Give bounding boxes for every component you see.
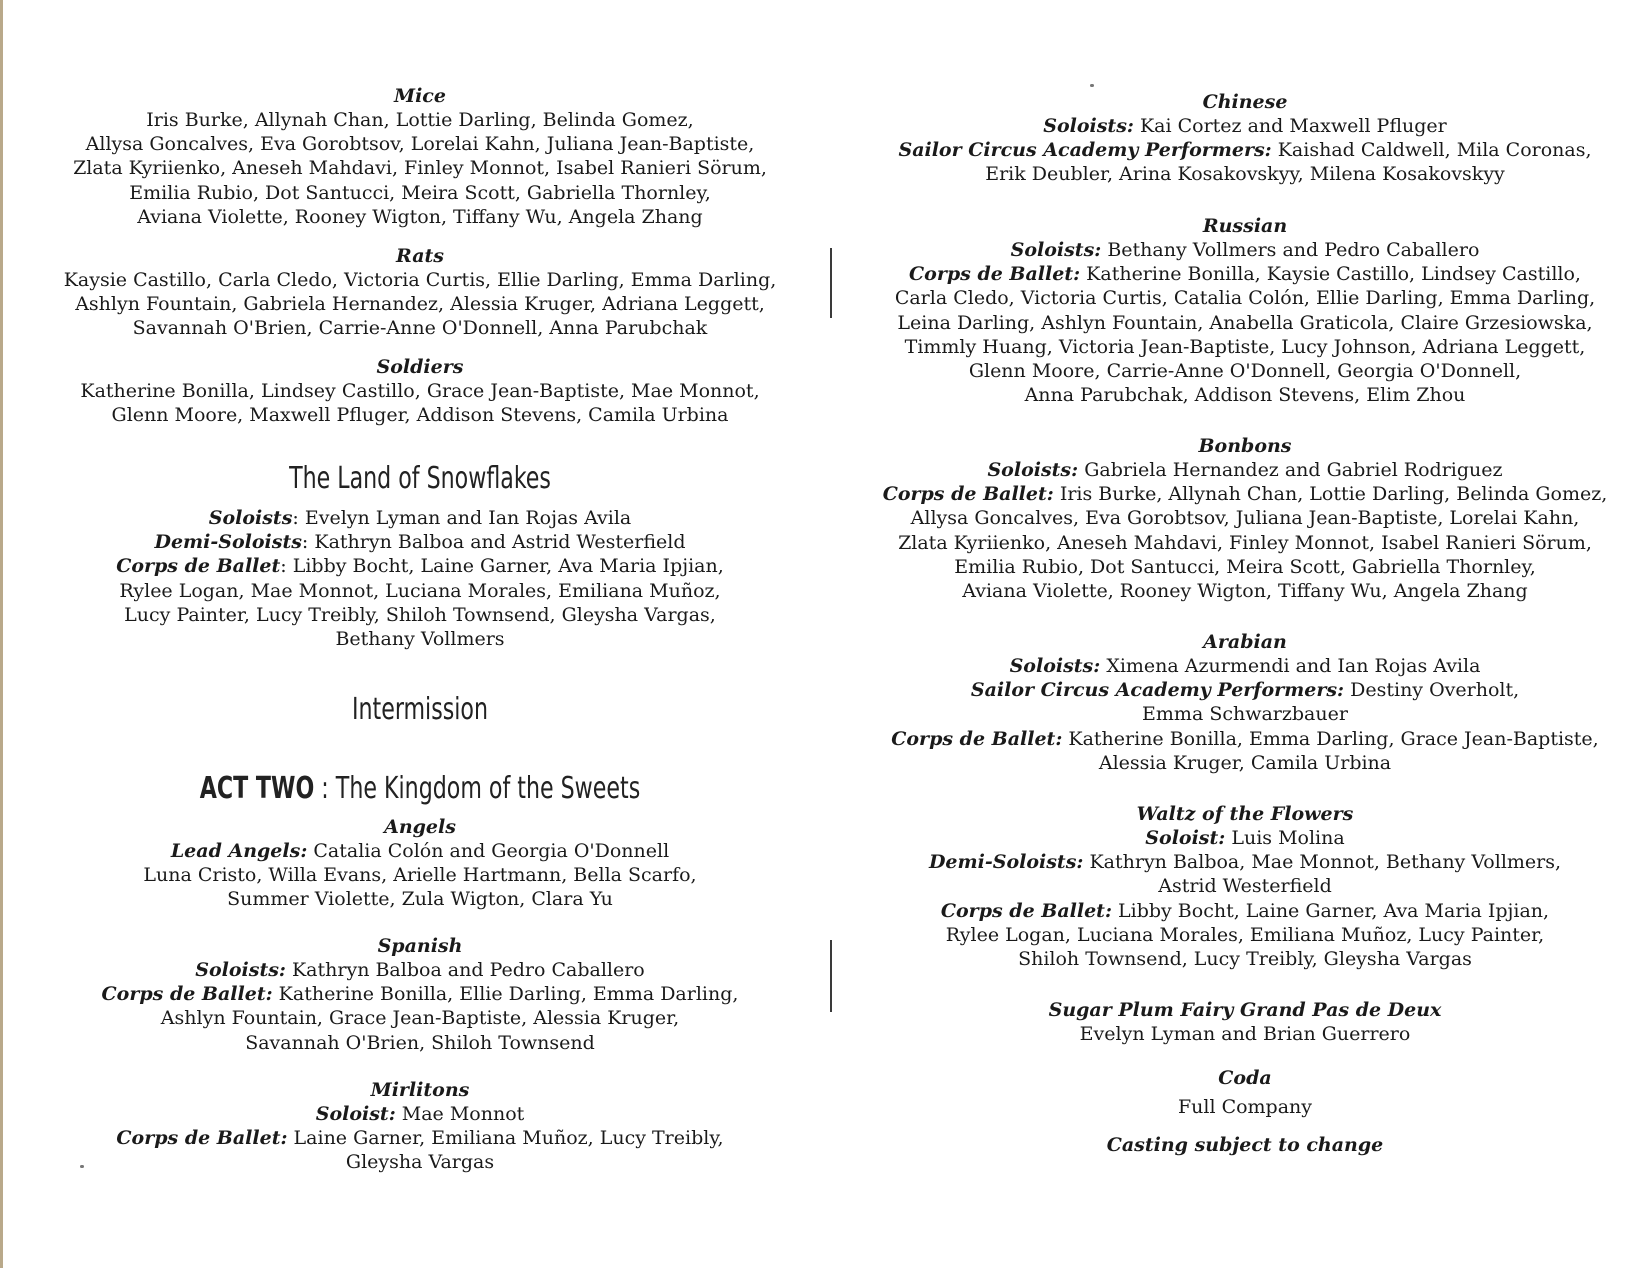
section-angels xyxy=(60,815,780,912)
role-label: Lead Angels: xyxy=(170,840,308,862)
section-heading: Rats xyxy=(395,245,444,267)
section-mirlitons xyxy=(60,1078,780,1175)
role-label: Soloists: xyxy=(195,959,286,981)
section-heading: Mice xyxy=(394,85,446,107)
cast-line: Allysa Goncalves, Eva Gorobtsov, Lorelai Kahn, Juliana Jean-Baptiste, xyxy=(85,133,755,156)
cast-line xyxy=(60,839,780,863)
cast-names: Kathryn Balboa and Pedro Caballero xyxy=(291,959,645,981)
cast-names: Katherine Bonilla, Emma Darling, Grace Jean-Baptiste, xyxy=(1068,727,1599,750)
cast-line: Timmly Huang, Victoria Jean-Baptiste, Lucy Johnson, Adriana Leggett, xyxy=(904,335,1586,358)
section-heading: Angels xyxy=(384,816,456,838)
role-label: Demi-Soloists xyxy=(154,531,302,554)
cast-line: Lucy Painter, Lucy Treibly, Shiloh Townsend, Gleysha Vargas, xyxy=(124,603,716,626)
section-heading: Spanish xyxy=(377,935,463,957)
cast-line: Savannah O'Brien, Carrie-Anne O'Donnell, Anna Parubchak xyxy=(132,317,708,340)
cast-line: Bethany Vollmers xyxy=(335,628,505,651)
cast-line: Emma Schwarzbauer xyxy=(1142,703,1348,726)
cast-line xyxy=(880,654,1610,678)
cast-line xyxy=(60,958,780,982)
role-label: Soloists: xyxy=(1043,115,1134,137)
cast-line: Gleysha Vargas xyxy=(345,1151,495,1174)
cast-line xyxy=(880,850,1610,874)
cast-names: Catalia Colón and Georgia O'Donnell xyxy=(313,840,670,862)
cast-line: Kaysie Castillo, Carla Cledo, Victoria Curtis, Ellie Darling, Emma Darling, xyxy=(63,269,777,291)
section-heading: Mirlitons xyxy=(370,1079,470,1101)
act-two-header xyxy=(60,772,780,806)
role-label: Soloists xyxy=(208,507,293,529)
role-label: Corps de Ballet: xyxy=(101,983,273,1006)
cast-line: Leina Darling, Ashlyn Fountain, Anabella Graticola, Claire Grzesiowska, xyxy=(897,311,1593,334)
section-heading: Coda xyxy=(1218,1067,1272,1089)
act-label: ACT TWO xyxy=(199,771,315,806)
cast-names: Katherine Bonilla, Ellie Darling, Emma Darling, xyxy=(278,983,739,1006)
section-waltz xyxy=(880,802,1610,971)
cast-line: Evelyn Lyman and Brian Guerrero xyxy=(1079,1023,1411,1045)
section-heading: Russian xyxy=(1202,215,1288,237)
cast-names: Gabriela Hernandez and Gabriel Rodriguez xyxy=(1084,459,1503,481)
cast-line: Rylee Logan, Mae Monnot, Luciana Morales, Emiliana Muñoz, xyxy=(119,579,721,602)
cast-line: Astrid Westerfield xyxy=(1158,875,1332,898)
cast-line: Rylee Logan, Luciana Morales, Emiliana Muñoz, Lucy Painter, xyxy=(945,923,1545,946)
cast-line xyxy=(880,138,1610,162)
scene-title: The Land of Snowflakes xyxy=(289,461,551,496)
cast-line xyxy=(880,678,1610,702)
section-arabian xyxy=(880,630,1610,775)
role-label: Soloists: xyxy=(987,459,1079,481)
center-fold-mark xyxy=(830,248,832,318)
cast-line: Soloists: Evelyn Lyman and Ian Rojas Avila xyxy=(208,507,632,529)
cast-line: Savannah O'Brien, Shiloh Townsend xyxy=(245,1031,595,1054)
role-label: Soloist: xyxy=(1145,827,1226,849)
role-label: Corps de Ballet: xyxy=(909,263,1081,286)
cast-line xyxy=(880,262,1610,286)
role-label: Corps de Ballet xyxy=(116,555,281,578)
cast-names: Iris Burke, Allynah Chan, Lottie Darling, Belinda Gomez, xyxy=(1059,483,1608,506)
cast-line: Emilia Rubio, Dot Santucci, Meira Scott, Gabriella Thornley, xyxy=(954,555,1536,578)
cast-line xyxy=(880,826,1610,850)
cast-line: Full Company xyxy=(1177,1096,1313,1118)
role-label: Soloists: xyxy=(1009,655,1101,677)
cast-names: Kathryn Balboa and Astrid Westerfield xyxy=(314,531,686,554)
cast-names: Kathryn Balboa, Mae Monnot, Bethany Vollmers, xyxy=(1089,851,1562,874)
cast-line: Glenn Moore, Carrie-Anne O'Donnell, Georgia O'Donnell, xyxy=(968,360,1522,383)
section-bonbons xyxy=(880,434,1610,603)
cast-names: Destiny Overholt, xyxy=(1350,679,1520,702)
cast-line: Zlata Kyriienko, Aneseh Mahdavi, Finley Monnot, Isabel Ranieri Sörum, xyxy=(73,157,767,180)
cast-line: Ashlyn Fountain, Gabriela Hernandez, Alessia Kruger, Adriana Leggett, xyxy=(75,293,765,316)
role-label: Demi-Soloists: xyxy=(928,851,1084,874)
cast-line: Anna Parubchak, Addison Stevens, Elim Zhou xyxy=(1024,384,1466,407)
cast-line xyxy=(880,727,1610,751)
section-russian xyxy=(880,214,1610,407)
section-sugar-plum xyxy=(880,998,1610,1046)
cast-line: Demi-Soloists: Kathryn Balboa and Astrid Westerfield xyxy=(154,531,686,554)
role-label: Sailor Circus Academy Performers: xyxy=(970,679,1345,702)
cast-line: Luna Cristo, Willa Evans, Arielle Hartmann, Bella Scarfo, xyxy=(143,864,697,887)
cast-names: Mae Monnot xyxy=(401,1103,525,1125)
cast-line: Alessia Kruger, Camila Urbina xyxy=(1098,751,1392,774)
section-heading: Chinese xyxy=(1202,91,1288,113)
cast-names: Kai Cortez and Maxwell Pfluger xyxy=(1139,115,1447,137)
section-coda xyxy=(880,1066,1610,1119)
role-label: Sailor Circus Academy Performers: xyxy=(898,139,1272,162)
cast-names: Katherine Bonilla, Kaysie Castillo, Lindsey Castillo, xyxy=(1086,263,1581,286)
cast-line xyxy=(880,238,1610,262)
cast-line: Allysa Goncalves, Eva Gorobtsov, Juliana Jean-Baptiste, Lorelai Kahn, xyxy=(910,507,1580,530)
role-label: Corps de Ballet: xyxy=(116,1127,288,1150)
footnote: Casting subject to change xyxy=(1106,1134,1384,1156)
intermission xyxy=(60,693,780,727)
cast-names: Libby Bocht, Laine Garner, Ava Maria Ipjian, xyxy=(292,555,724,578)
cast-line xyxy=(60,1102,780,1126)
role-label: Corps de Ballet: xyxy=(940,899,1112,922)
cast-line: Zlata Kyriienko, Aneseh Mahdavi, Finley Monnot, Isabel Ranieri Sörum, xyxy=(898,531,1592,554)
cast-line: Aviana Violette, Rooney Wigton, Tiffany Wu, Angela Zhang xyxy=(137,205,703,228)
section-rats xyxy=(60,244,780,341)
cast-line: Iris Burke, Allynah Chan, Lottie Darling, Belinda Gomez, xyxy=(146,109,694,131)
section-mice xyxy=(60,84,780,229)
cast-line: Ashlyn Fountain, Grace Jean-Baptiste, Alessia Kruger, xyxy=(160,1007,680,1030)
cast-line xyxy=(60,982,780,1006)
cast-line xyxy=(60,1126,780,1150)
cast-line xyxy=(880,458,1610,482)
section-heading: Bonbons xyxy=(1198,435,1292,457)
center-fold-mark xyxy=(830,940,832,1012)
section-soldiers xyxy=(60,355,780,427)
cast-names: Ximena Azurmendi and Ian Rojas Avila xyxy=(1106,655,1481,677)
page-edge xyxy=(0,0,3,1268)
cast-line: Corps de Ballet: Libby Bocht, Laine Garner, Ava Maria Ipjian, xyxy=(116,555,724,578)
cast-line: Shiloh Townsend, Lucy Treibly, Gleysha Vargas xyxy=(1018,948,1472,971)
act-separator: : xyxy=(321,771,329,806)
cast-names: Kaishad Caldwell, Mila Coronas, xyxy=(1277,139,1592,162)
section-spanish xyxy=(60,934,780,1055)
print-speck xyxy=(1090,84,1094,87)
section-heading: Sugar Plum Fairy Grand Pas de Deux xyxy=(1048,999,1442,1021)
cast-line: Aviana Violette, Rooney Wigton, Tiffany Wu, Angela Zhang xyxy=(962,580,1528,603)
cast-names: Evelyn Lyman and Ian Rojas Avila xyxy=(304,507,632,529)
cast-line xyxy=(880,482,1610,506)
role-label: Soloists: xyxy=(1010,239,1102,261)
cast-line: Summer Violette, Zula Wigton, Clara Yu xyxy=(227,888,613,911)
cast-line xyxy=(880,899,1610,923)
cast-names: Libby Bocht, Laine Garner, Ava Maria Ipjian, xyxy=(1118,899,1550,922)
cast-names: Bethany Vollmers and Pedro Caballero xyxy=(1107,239,1480,261)
act-name: The Kingdom of the Sweets xyxy=(335,771,641,806)
role-label: Corps de Ballet: xyxy=(882,483,1054,506)
cast-line: Katherine Bonilla, Lindsey Castillo, Grace Jean-Baptiste, Mae Monnot, xyxy=(80,380,760,402)
act-title xyxy=(125,772,715,806)
section-heading: Arabian xyxy=(1203,631,1287,653)
cast-names: Laine Garner, Emiliana Muñoz, Lucy Treibly, xyxy=(293,1127,724,1150)
section-snowflakes xyxy=(60,462,780,651)
cast-names: Luis Molina xyxy=(1231,827,1345,849)
role-label: Corps de Ballet: xyxy=(891,727,1063,750)
cast-line: Carla Cledo, Victoria Curtis, Catalia Colón, Ellie Darling, Emma Darling, xyxy=(894,287,1596,310)
cast-line xyxy=(880,114,1610,138)
casting-note xyxy=(880,1133,1610,1157)
cast-line: Erik Deubler, Arina Kosakovskyy, Milena Kosakovskyy xyxy=(985,163,1505,186)
role-label: Soloist: xyxy=(315,1103,396,1125)
section-heading: Soldiers xyxy=(376,356,464,378)
section-heading: Waltz of the Flowers xyxy=(1136,803,1354,825)
intermission-title: Intermission xyxy=(351,692,488,727)
cast-line: Emilia Rubio, Dot Santucci, Meira Scott, Gabriella Thornley, xyxy=(129,181,711,204)
section-chinese xyxy=(880,90,1610,187)
cast-line: Glenn Moore, Maxwell Pfluger, Addison Stevens, Camila Urbina xyxy=(111,404,729,427)
